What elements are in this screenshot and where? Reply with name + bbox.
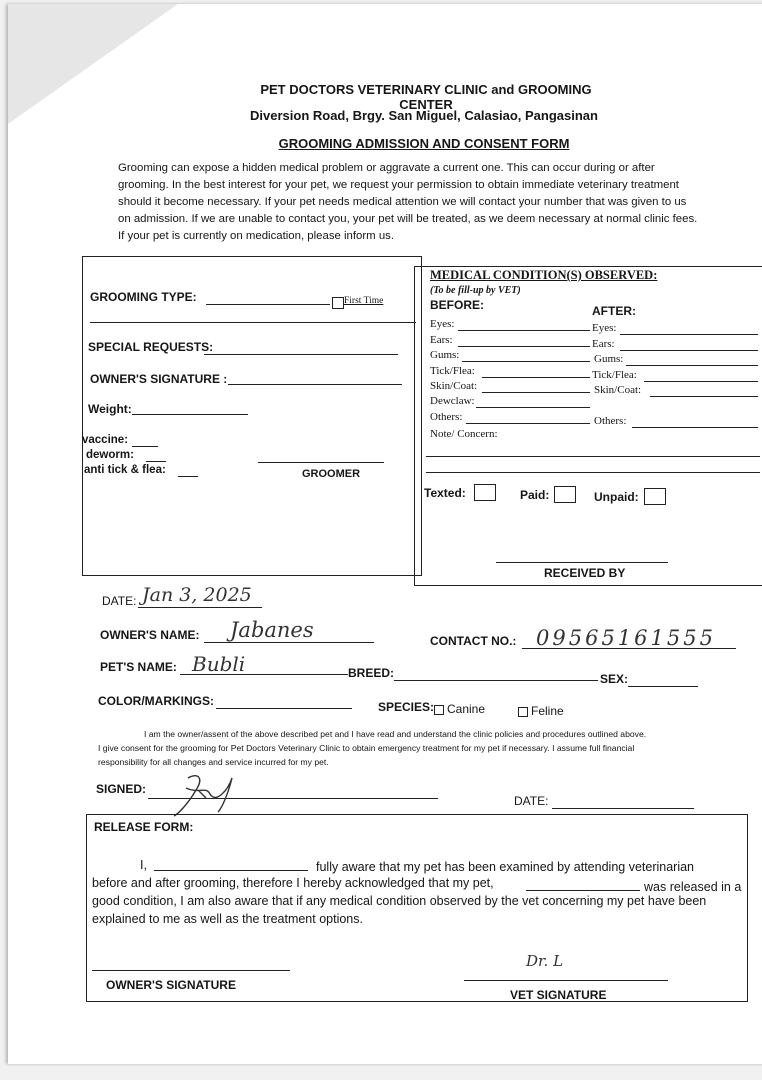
- release-owner-name-field[interactable]: [154, 870, 308, 871]
- medical-box: [414, 266, 762, 586]
- contact-label: CONTACT NO.:: [430, 634, 517, 648]
- before-skin-label: Skin/Coat:: [430, 380, 478, 392]
- note-concern-label: Note/ Concern:: [430, 428, 498, 440]
- texted-checkbox[interactable]: [474, 484, 496, 501]
- grooming-type-label: GROOMING TYPE:: [90, 290, 197, 304]
- release-line1-start: I,: [140, 858, 147, 872]
- date-field[interactable]: [138, 607, 262, 608]
- after-ears-label: Ears:: [592, 338, 615, 350]
- intro-line: If your pet is currently on medication, please inform us.: [118, 230, 395, 242]
- groomer-label: GROOMER: [302, 468, 361, 480]
- after-ears-field[interactable]: [620, 350, 758, 351]
- before-others-label: Others:: [430, 411, 463, 423]
- before-tick-label: Tick/Flea:: [430, 365, 475, 377]
- before-tick-field[interactable]: [482, 377, 590, 378]
- received-by-label: RECEIVED BY: [544, 566, 626, 580]
- release-line4: explained to me as well as the treatment options.: [92, 912, 363, 926]
- vaccine-field[interactable]: [132, 446, 158, 447]
- before-dewclaw-label: Dewclaw:: [430, 395, 475, 407]
- grooming-type-field[interactable]: [206, 304, 330, 305]
- feline-checkbox[interactable]: [518, 707, 528, 717]
- before-ears-field[interactable]: [458, 346, 590, 347]
- release-box: [86, 814, 748, 1002]
- after-eyes-label: Eyes:: [592, 322, 617, 334]
- groomer-signature-line[interactable]: [258, 462, 384, 463]
- intro-line: on admission. If we are unable to contact you, your pet will be treated, as we deem necessary at normal clinic fees.: [118, 213, 698, 225]
- before-eyes-label: Eyes:: [430, 318, 455, 330]
- release-pet-name-field[interactable]: [526, 890, 640, 891]
- intro-paragraph: [118, 160, 728, 245]
- after-gums-field[interactable]: [626, 365, 758, 366]
- pet-name-handwritten: Bubli: [192, 652, 246, 676]
- sex-label: SEX:: [600, 672, 629, 686]
- medical-subtitle: (To be fill-up by VET): [430, 285, 521, 296]
- contact-handwritten: 09565161555: [536, 626, 716, 650]
- canine-option[interactable]: [434, 702, 485, 716]
- before-others-field[interactable]: [466, 423, 590, 424]
- owner-name-handwritten: Jabanes: [230, 618, 314, 642]
- canine-checkbox[interactable]: [434, 705, 444, 715]
- special-requests-label: SPECIAL REQUESTS:: [88, 340, 214, 354]
- owner-name-field[interactable]: [204, 642, 374, 643]
- note-concern-line2[interactable]: [426, 472, 760, 473]
- consent-line-1: I am the owner/assent of the above described pet and I have read and understand the clinic policies and procedures outlined above.: [144, 729, 647, 739]
- before-skin-field[interactable]: [482, 392, 590, 393]
- intro-line: grooming. In the best interest for your pet, we request your permission to obtain immediate veterinary treatment: [118, 179, 679, 191]
- special-requests-field[interactable]: [204, 354, 398, 355]
- after-skin-label: Skin/Coat:: [594, 384, 642, 396]
- owner-signature-scribble: [158, 764, 258, 820]
- clinic-address: Diversion Road, Brgy. San Miguel, Calasiao, Pangasinan: [250, 108, 598, 123]
- feline-option[interactable]: [518, 704, 564, 718]
- clinic-name: PET DOCTORS VETERINARY CLINIC and GROOMING CENTER: [260, 82, 592, 112]
- signed-date-label: DATE:: [514, 794, 549, 808]
- first-time-checkbox[interactable]: [332, 297, 344, 309]
- after-tick-field[interactable]: [644, 381, 758, 382]
- deworm-label: deworm:: [86, 449, 134, 461]
- breed-label: BREED:: [348, 666, 395, 680]
- release-line2-end: was released in a: [644, 880, 742, 894]
- signed-date-field[interactable]: [552, 808, 694, 809]
- after-eyes-field[interactable]: [620, 334, 758, 335]
- owner-signature-label: OWNER'S SIGNATURE :: [90, 372, 228, 386]
- before-dewclaw-field[interactable]: [476, 407, 590, 408]
- unpaid-label: Unpaid:: [594, 490, 639, 504]
- release-line1-end: fully aware that my pet has been examined by attending veterinarian: [316, 860, 695, 874]
- paid-checkbox[interactable]: [554, 486, 576, 503]
- release-owner-signature-line[interactable]: [92, 970, 290, 971]
- after-skin-field[interactable]: [650, 396, 758, 397]
- consent-line-2: I give consent for the grooming for Pet Doctors Veterinary Clinic to obtain emergency treatment for my pet if necessary. I assume full financial: [98, 743, 635, 753]
- species-label: SPECIES:: [378, 700, 435, 714]
- after-heading: AFTER:: [592, 304, 636, 318]
- before-eyes-field[interactable]: [458, 330, 590, 331]
- folded-corner: [8, 4, 178, 124]
- grooming-type-line2[interactable]: [90, 322, 416, 323]
- note-concern-line1[interactable]: [426, 456, 760, 457]
- after-gums-label: Gums:: [594, 353, 624, 365]
- owner-name-label: OWNER'S NAME:: [100, 628, 200, 642]
- weight-field[interactable]: [132, 414, 248, 415]
- color-markings-label: COLOR/MARKINGS:: [98, 694, 214, 708]
- owner-signature-field[interactable]: [228, 384, 402, 385]
- received-by-line[interactable]: [496, 562, 668, 563]
- release-vet-signature-label: VET SIGNATURE: [510, 988, 607, 1002]
- consent-line-3: responsibility for all changes and service incurred for my pet.: [98, 757, 329, 767]
- date-handwritten: Jan 3, 2025: [142, 584, 252, 606]
- release-line3: good condition, I am also aware that if any medical condition observed by the vet concerning my pet have been: [92, 894, 707, 908]
- form-title: GROOMING ADMISSION AND CONSENT FORM: [278, 136, 570, 151]
- before-ears-label: Ears:: [430, 334, 453, 346]
- vet-initials-handwritten: Dr. L: [526, 952, 564, 970]
- sex-field[interactable]: [628, 686, 698, 687]
- before-gums-field[interactable]: [462, 361, 590, 362]
- breed-field[interactable]: [394, 680, 598, 681]
- anti-tick-label: anti tick & flea:: [84, 464, 166, 476]
- medical-title: MEDICAL CONDITION(S) OBSERVED:: [430, 268, 658, 282]
- intro-line: Grooming can expose a hidden medical problem or aggravate a current one. This can occur during or after: [118, 162, 655, 174]
- canine-label: Canine: [447, 702, 486, 716]
- anti-tick-field[interactable]: [178, 476, 198, 477]
- after-tick-label: Tick/Flea:: [592, 369, 637, 381]
- release-title: RELEASE FORM:: [94, 820, 194, 834]
- unpaid-checkbox[interactable]: [644, 488, 666, 505]
- color-markings-field[interactable]: [216, 708, 352, 709]
- vaccine-label: vaccine:: [82, 434, 129, 446]
- paid-label: Paid:: [520, 488, 550, 502]
- date-label: DATE:: [102, 594, 137, 608]
- release-vet-signature-line[interactable]: [464, 980, 668, 981]
- release-line2-start: before and after grooming, therefore I hereby acknowledged that my pet,: [92, 876, 494, 890]
- deworm-field[interactable]: [146, 461, 166, 462]
- texted-label: Texted:: [424, 486, 466, 500]
- first-time-label: First Time: [344, 296, 384, 306]
- before-heading: BEFORE:: [430, 298, 484, 312]
- signed-label: SIGNED:: [96, 782, 147, 796]
- form-page: [8, 4, 762, 1064]
- intro-line: should it become necessary. If your pet needs medical attention we will contact your number that was given to us: [118, 196, 687, 208]
- after-others-label: Others:: [594, 415, 627, 427]
- release-owner-signature-label: OWNER'S SIGNATURE: [106, 978, 236, 992]
- pet-name-label: PET'S NAME:: [100, 660, 177, 674]
- after-others-field[interactable]: [632, 427, 758, 428]
- weight-label: Weight:: [88, 402, 132, 416]
- before-gums-label: Gums:: [430, 349, 460, 361]
- feline-label: Feline: [531, 704, 564, 718]
